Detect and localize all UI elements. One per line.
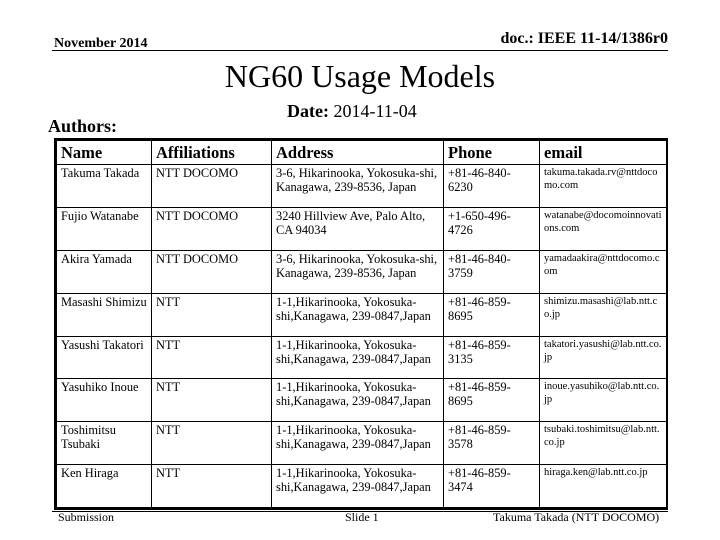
cell-email: watanabe@docomoinnovations.com — [540, 207, 667, 250]
cell-phone: +81-46-859-3578 — [444, 422, 540, 465]
cell-address: 3240 Hillview Ave, Palo Alto, CA 94034 — [272, 207, 444, 250]
cell-address: 1-1,Hikarinooka, Yokosuka-shi,Kanagawa, 239-0847,Japan — [272, 293, 444, 336]
footer-author: Takuma Takada (NTT DOCOMO) — [493, 510, 660, 524]
cell-affiliation: NTT — [152, 465, 272, 508]
header-rule — [52, 50, 668, 51]
table-row — [57, 422, 667, 465]
table-row — [57, 465, 667, 508]
cell-email: yamadaakira@nttdocomo.com — [540, 250, 667, 293]
table-row — [57, 165, 667, 208]
column-header-phone: Phone — [444, 141, 540, 165]
cell-affiliation: NTT DOCOMO — [152, 207, 272, 250]
cell-name: Takuma Takada — [57, 165, 152, 208]
cell-affiliation: NTT — [152, 336, 272, 379]
header-doc-id: doc.: IEEE 11-14/1386r0 — [500, 30, 668, 47]
cell-email: tsubaki.toshimitsu@lab.ntt.co.jp — [540, 422, 667, 465]
cell-address: 3-6, Hikarinooka, Yokosuka-shi, Kanagawa, 239-8536, Japan — [272, 165, 444, 208]
cell-name: Yasushi Takatori — [57, 336, 152, 379]
cell-address: 1-1,Hikarinooka, Yokosuka-shi,Kanagawa, 239-0847,Japan — [272, 422, 444, 465]
column-header-affiliations: Affiliations — [152, 141, 272, 165]
table-row — [57, 207, 667, 250]
cell-email: shimizu.masashi@lab.ntt.co.jp — [540, 293, 667, 336]
date-line — [287, 101, 417, 122]
authors-table-frame — [54, 138, 668, 510]
cell-name: Toshimitsu Tsubaki — [57, 422, 152, 465]
authors-label: Authors: — [48, 116, 118, 136]
cell-email: hiraga.ken@lab.ntt.co.jp — [540, 465, 667, 508]
column-header-name: Name — [57, 141, 152, 165]
table-row — [57, 336, 667, 379]
cell-phone: +81-46-859-8695 — [444, 379, 540, 422]
cell-name: Fujio Watanabe — [57, 207, 152, 250]
cell-address: 1-1,Hikarinooka, Yokosuka-shi,Kanagawa, 239-0847,Japan — [272, 336, 444, 379]
cell-affiliation: NTT DOCOMO — [152, 165, 272, 208]
cell-address: 1-1,Hikarinooka, Yokosuka-shi,Kanagawa, 239-0847,Japan — [272, 465, 444, 508]
footer-slide-number: Slide 1 — [345, 510, 379, 524]
cell-phone: +1-650-496-4726 — [444, 207, 540, 250]
table-row — [57, 250, 667, 293]
cell-name: Ken Hiraga — [57, 465, 152, 508]
date-value: 2014-11-04 — [333, 101, 417, 121]
authors-table — [56, 140, 667, 508]
cell-name: Akira Yamada — [57, 250, 152, 293]
header-date: November 2014 — [54, 36, 148, 51]
cell-email: takatori.yasushi@lab.ntt.co.jp — [540, 336, 667, 379]
cell-address: 3-6, Hikarinooka, Yokosuka-shi, Kanagawa, 239-8536, Japan — [272, 250, 444, 293]
table-row — [57, 293, 667, 336]
cell-phone: +81-46-859-8695 — [444, 293, 540, 336]
cell-address: 1-1,Hikarinooka, Yokosuka-shi,Kanagawa, 239-0847,Japan — [272, 379, 444, 422]
cell-phone: +81-46-859-3135 — [444, 336, 540, 379]
cell-name: Yasuhiko Inoue — [57, 379, 152, 422]
cell-affiliation: NTT DOCOMO — [152, 250, 272, 293]
slide-title: NG60 Usage Models — [224, 58, 496, 94]
footer-submission: Submission — [58, 510, 115, 524]
cell-affiliation: NTT — [152, 379, 272, 422]
cell-name: Masashi Shimizu — [57, 293, 152, 336]
table-header-row — [57, 141, 667, 165]
column-header-email: email — [540, 141, 667, 165]
cell-affiliation: NTT — [152, 422, 272, 465]
cell-phone: +81-46-859-3474 — [444, 465, 540, 508]
date-label: Date: — [287, 101, 329, 121]
column-header-address: Address — [272, 141, 444, 165]
cell-phone: +81-46-840-6230 — [444, 165, 540, 208]
cell-email: inoue.yasuhiko@lab.ntt.co.jp — [540, 379, 667, 422]
cell-affiliation: NTT — [152, 293, 272, 336]
cell-phone: +81-46-840-3759 — [444, 250, 540, 293]
cell-email: takuma.takada.rv@nttdocomo.com — [540, 165, 667, 208]
table-row — [57, 379, 667, 422]
